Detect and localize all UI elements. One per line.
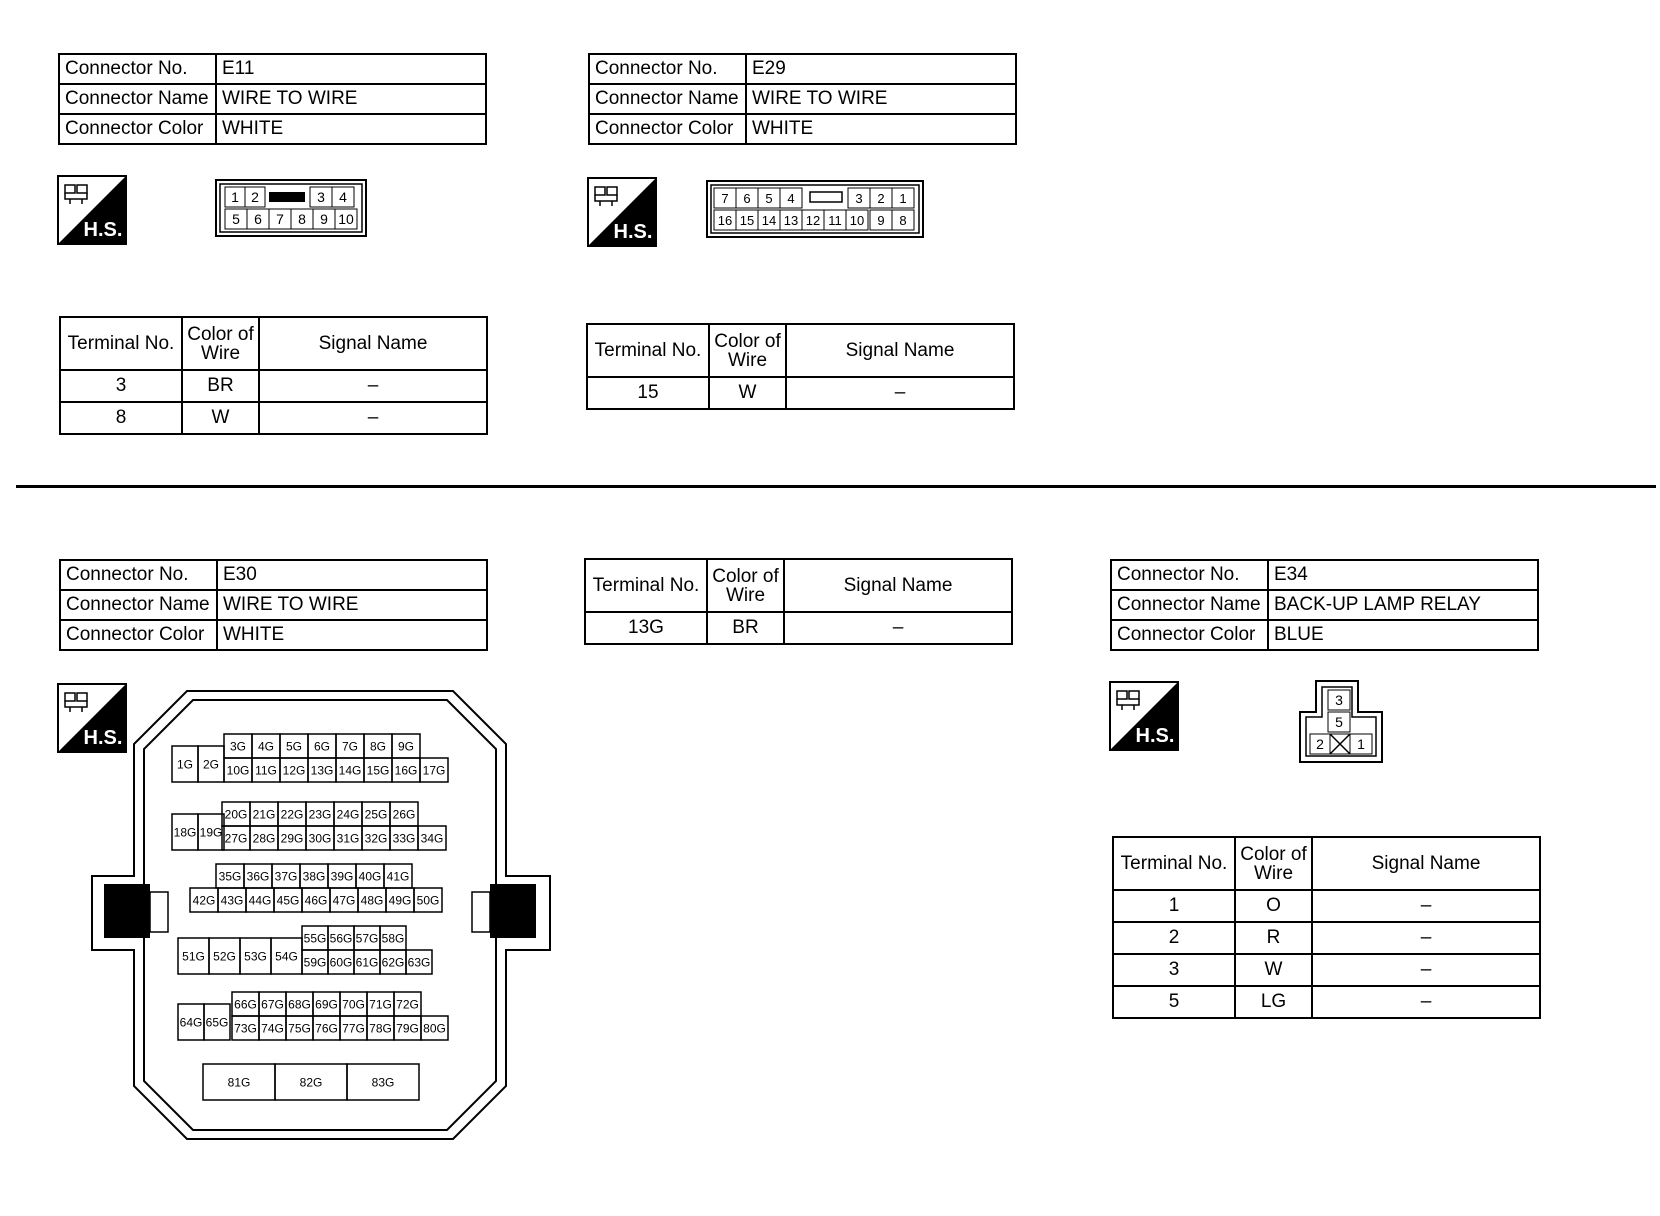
pin-31g: 31G	[336, 831, 360, 846]
pin-1: 1	[899, 191, 907, 206]
pin-3: 3	[317, 189, 325, 205]
pin-69g: 69G	[315, 997, 338, 1012]
pin-22g: 22G	[280, 807, 304, 822]
harness-side-icon	[58, 176, 126, 244]
table-row	[587, 377, 1014, 409]
e30-info-table	[59, 559, 488, 651]
color-of-wire-line2: Wire	[727, 349, 768, 371]
pin-8g: 8G	[369, 739, 387, 754]
table-row	[585, 612, 1012, 644]
wire-color-cell: BR	[707, 612, 784, 644]
hs-label: H.S.	[1135, 725, 1175, 747]
polarization-key	[269, 192, 305, 202]
terminal-no-cell: 1	[1113, 890, 1235, 922]
table-row	[1113, 890, 1540, 922]
terminal-no-header: Terminal No.	[585, 559, 707, 612]
connector-color-label: Connector Color	[1111, 620, 1268, 650]
pin-15g: 15G	[366, 763, 390, 778]
pin-62g: 62G	[381, 955, 405, 970]
pin-54g: 54G	[275, 949, 298, 964]
pin-30g: 30G	[308, 831, 332, 846]
pin-41g: 41G	[386, 869, 410, 884]
pin-4: 4	[787, 191, 795, 206]
hs-label: H.S.	[83, 219, 123, 241]
pin-23g: 23G	[308, 807, 332, 822]
e11-connector-face	[215, 179, 367, 237]
pin-83g: 83G	[371, 1075, 395, 1090]
pin-3: 3	[1335, 692, 1343, 708]
pin-52g: 52G	[213, 949, 236, 964]
pin-49g: 49G	[388, 893, 412, 908]
section-divider	[16, 485, 1656, 488]
pin-1: 1	[1357, 736, 1365, 752]
pin-6: 6	[743, 191, 751, 206]
pin-14: 14	[761, 213, 777, 228]
pin-72g: 72G	[396, 997, 419, 1012]
pin-48g: 48G	[360, 893, 384, 908]
harness-side-icon	[1110, 682, 1178, 750]
signal-name-cell: –	[1312, 954, 1540, 986]
pin-70g: 70G	[342, 997, 365, 1012]
pin-12g: 12G	[282, 763, 306, 778]
e30-terminal-table	[584, 558, 1013, 645]
pin-79g: 79G	[396, 1021, 419, 1036]
pin-80g: 80G	[423, 1021, 446, 1036]
connector-name-value: WIRE TO WIRE	[216, 84, 486, 114]
signal-name-cell: –	[784, 612, 1012, 644]
connector-name-label: Connector Name	[1111, 590, 1268, 620]
pin-45g: 45G	[276, 893, 300, 908]
pin-29g: 29G	[280, 831, 304, 846]
pin-5: 5	[1335, 714, 1343, 730]
pin-58g: 58G	[381, 931, 405, 946]
signal-name-cell: –	[1312, 890, 1540, 922]
terminal-no-cell: 3	[60, 370, 182, 402]
signal-name-header: Signal Name	[259, 317, 487, 370]
signal-name-cell: –	[259, 370, 487, 402]
connector-no-label: Connector No.	[589, 54, 746, 84]
pin-6: 6	[254, 211, 262, 227]
pin-26g: 26G	[392, 807, 416, 822]
e29-connector-face	[706, 180, 924, 238]
pin-32g: 32G	[364, 831, 388, 846]
pin-39g: 39G	[330, 869, 354, 884]
pin-10g: 10G	[226, 763, 250, 778]
pin-5: 5	[232, 211, 240, 227]
wire-color-cell: O	[1235, 890, 1312, 922]
signal-name-header: Signal Name	[1312, 837, 1540, 890]
pin-4g: 4G	[257, 739, 275, 754]
pin-17g: 17G	[422, 763, 446, 778]
pin-5: 5	[765, 191, 773, 206]
connector-color-value: BLUE	[1268, 620, 1538, 650]
pin-7: 7	[721, 191, 729, 206]
right-lock-tab	[490, 884, 536, 938]
e11-terminal-table	[59, 316, 488, 435]
harness-side-icon	[588, 178, 656, 246]
pin-16g: 16G	[394, 763, 418, 778]
pin-61g: 61G	[355, 955, 379, 970]
pin-42g: 42G	[192, 893, 216, 908]
pin-51g: 51G	[182, 949, 205, 964]
pin-12: 12	[805, 213, 821, 228]
pin-20g: 20G	[224, 807, 248, 822]
pin-74g: 74G	[261, 1021, 284, 1036]
pin-28g: 28G	[252, 831, 276, 846]
e34-terminal-table	[1112, 836, 1541, 1019]
pin-65g: 65G	[205, 1015, 229, 1030]
e11-info-table	[58, 53, 487, 145]
terminal-no-cell: 8	[60, 402, 182, 434]
wire-color-cell: BR	[182, 370, 259, 402]
color-of-wire-header	[707, 559, 784, 612]
terminal-no-header: Terminal No.	[60, 317, 182, 370]
signal-name-cell: –	[259, 402, 487, 434]
pin-47g: 47G	[332, 893, 356, 908]
pin-59g: 59G	[303, 955, 327, 970]
terminal-no-header: Terminal No.	[1113, 837, 1235, 890]
pin-73g: 73G	[234, 1021, 257, 1036]
connector-name-label: Connector Name	[589, 84, 746, 114]
pin-77g: 77G	[342, 1021, 365, 1036]
pin-19g: 19G	[199, 825, 223, 840]
pin-55g: 55G	[303, 931, 327, 946]
pin-2: 2	[877, 191, 885, 206]
left-lock-tab	[104, 884, 150, 938]
color-of-wire-line1: Color of	[187, 323, 254, 345]
pin-9: 9	[320, 211, 328, 227]
pin-10: 10	[338, 211, 354, 227]
table-row	[1113, 922, 1540, 954]
pin-43g: 43G	[220, 893, 244, 908]
wire-color-cell: LG	[1235, 986, 1312, 1018]
pin-81g: 81G	[227, 1075, 251, 1090]
pin-7g: 7G	[341, 739, 359, 754]
pin-67g: 67G	[261, 997, 284, 1012]
signal-name-cell: –	[1312, 922, 1540, 954]
color-of-wire-line2: Wire	[200, 342, 241, 364]
pin-37g: 37G	[274, 869, 298, 884]
wire-color-cell: W	[182, 402, 259, 434]
pin-24g: 24G	[336, 807, 360, 822]
terminal-no-header: Terminal No.	[587, 324, 709, 377]
pin-33g: 33G	[392, 831, 416, 846]
pin-9: 9	[877, 213, 885, 228]
pin-36g: 36G	[246, 869, 270, 884]
e34-info-table	[1110, 559, 1539, 651]
color-of-wire-line2: Wire	[725, 584, 766, 606]
pin-35g: 35G	[218, 869, 242, 884]
hs-label: H.S.	[83, 727, 123, 749]
e34-connector-face	[1298, 680, 1384, 764]
pin-53g: 53G	[244, 949, 267, 964]
pin-13g: 13G	[310, 763, 334, 778]
pin-82g: 82G	[299, 1075, 323, 1090]
pin-16: 16	[717, 213, 733, 228]
pin-10: 10	[849, 213, 865, 228]
pin-76g: 76G	[315, 1021, 338, 1036]
pin-8: 8	[298, 211, 306, 227]
pin-7: 7	[276, 211, 284, 227]
pin-71g: 71G	[369, 997, 392, 1012]
pin-38g: 38G	[302, 869, 326, 884]
signal-name-cell: –	[786, 377, 1014, 409]
pin-14g: 14G	[338, 763, 362, 778]
table-row	[60, 370, 487, 402]
pin-78g: 78G	[369, 1021, 392, 1036]
pin-57g: 57G	[355, 931, 379, 946]
connector-no-label: Connector No.	[60, 560, 217, 590]
connector-color-label: Connector Color	[59, 114, 216, 144]
color-of-wire-line2: Wire	[1253, 862, 1294, 884]
pin-2: 2	[1316, 736, 1324, 752]
pin-5g: 5G	[285, 739, 303, 754]
pin-27g: 27G	[224, 831, 248, 846]
pin-66g: 66G	[234, 997, 257, 1012]
color-of-wire-line1: Color of	[714, 330, 781, 352]
color-of-wire-header	[709, 324, 786, 377]
table-row	[1113, 954, 1540, 986]
terminal-no-cell: 2	[1113, 922, 1235, 954]
color-of-wire-header	[1235, 837, 1312, 890]
pin-46g: 46G	[304, 893, 328, 908]
color-of-wire-header	[182, 317, 259, 370]
terminal-no-cell: 3	[1113, 954, 1235, 986]
pin-3g: 3G	[229, 739, 247, 754]
pin-6g: 6G	[313, 739, 331, 754]
e30-connector-face	[90, 688, 560, 1142]
e29-info-table	[588, 53, 1017, 145]
pin-56g: 56G	[329, 931, 353, 946]
pin-63g: 63G	[407, 955, 431, 970]
color-of-wire-line1: Color of	[712, 565, 779, 587]
pin-9g: 9G	[397, 739, 415, 754]
signal-name-header: Signal Name	[784, 559, 1012, 612]
hs-label: H.S.	[613, 221, 653, 243]
connector-name-label: Connector Name	[59, 84, 216, 114]
pin-13: 13	[783, 213, 799, 228]
pin-21g: 21G	[252, 807, 276, 822]
connector-no-value: E34	[1268, 560, 1538, 590]
connector-name-value: BACK-UP LAMP RELAY	[1268, 590, 1538, 620]
connector-name-value: WIRE TO WIRE	[217, 590, 487, 620]
connector-color-value: WHITE	[216, 114, 486, 144]
connector-color-label: Connector Color	[589, 114, 746, 144]
pin-60g: 60G	[329, 955, 353, 970]
pin-11: 11	[828, 213, 842, 228]
pin-40g: 40G	[358, 869, 382, 884]
pin-8: 8	[899, 213, 907, 228]
pin-2: 2	[251, 189, 259, 205]
pin-18g: 18G	[173, 825, 197, 840]
pin-2g: 2G	[202, 757, 220, 772]
color-of-wire-line1: Color of	[1240, 843, 1307, 865]
connector-no-value: E30	[217, 560, 487, 590]
e29-terminal-table	[586, 323, 1015, 410]
terminal-no-cell: 15	[587, 377, 709, 409]
connector-color-value: WHITE	[217, 620, 487, 650]
pin-3: 3	[855, 191, 863, 206]
signal-name-header: Signal Name	[786, 324, 1014, 377]
wire-color-cell: W	[1235, 954, 1312, 986]
pin-68g: 68G	[288, 997, 311, 1012]
wire-color-cell: W	[709, 377, 786, 409]
connector-color-value: WHITE	[746, 114, 1016, 144]
connector-name-label: Connector Name	[60, 590, 217, 620]
connector-no-label: Connector No.	[59, 54, 216, 84]
pin-25g: 25G	[364, 807, 388, 822]
connector-color-label: Connector Color	[60, 620, 217, 650]
terminal-no-cell: 5	[1113, 986, 1235, 1018]
pin-1: 1	[231, 189, 239, 205]
table-row	[60, 402, 487, 434]
pin-1g: 1G	[176, 757, 194, 772]
pin-75g: 75G	[288, 1021, 311, 1036]
connector-no-label: Connector No.	[1111, 560, 1268, 590]
connector-no-value: E29	[746, 54, 1016, 84]
pin-44g: 44G	[248, 893, 272, 908]
connector-name-value: WIRE TO WIRE	[746, 84, 1016, 114]
connector-no-value: E11	[216, 54, 486, 84]
table-row	[1113, 986, 1540, 1018]
pin-11g: 11G	[255, 763, 277, 778]
pin-4: 4	[339, 189, 347, 205]
signal-name-cell: –	[1312, 986, 1540, 1018]
pin-15: 15	[739, 213, 755, 228]
pin-64g: 64G	[179, 1015, 203, 1030]
wire-color-cell: R	[1235, 922, 1312, 954]
pin-50g: 50G	[416, 893, 440, 908]
terminal-no-cell: 13G	[585, 612, 707, 644]
pin-34g: 34G	[420, 831, 444, 846]
